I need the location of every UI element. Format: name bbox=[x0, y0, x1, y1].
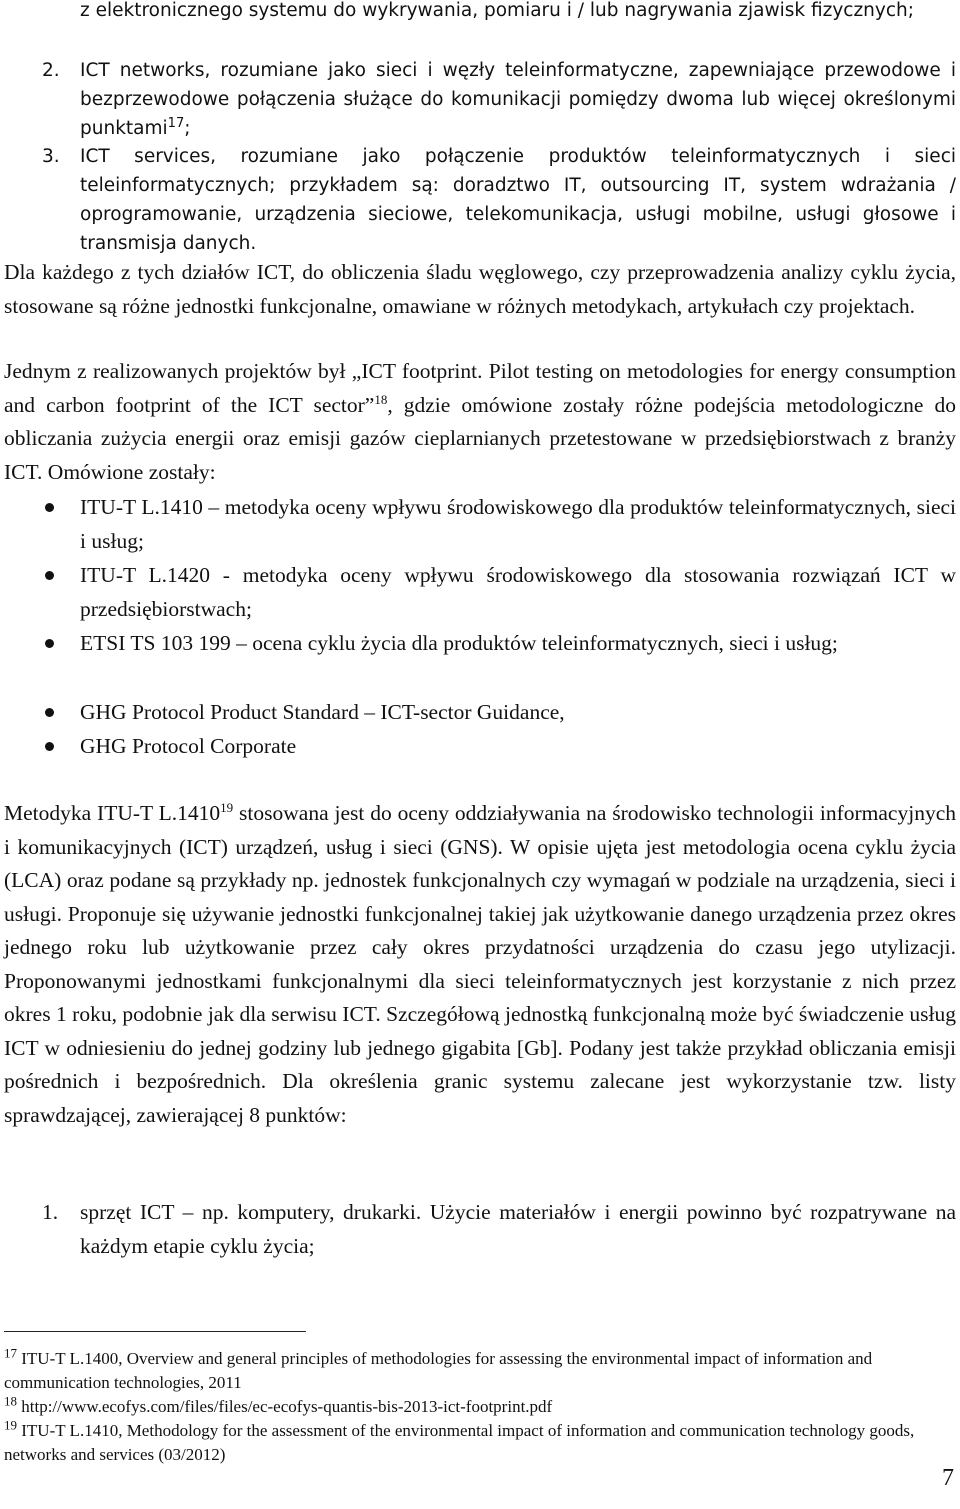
list-number-3: 3. bbox=[42, 146, 60, 167]
list-number-bottom-1: 1. bbox=[42, 1200, 59, 1224]
footnote-ref-18[interactable]: 18 bbox=[374, 391, 388, 407]
bullet-item: ITU-T L.1410 – metodyka oceny wpływu środowiskowego dla produktów teleinformatycznych, sieci i usług; bbox=[80, 495, 956, 553]
bullet-item: ITU-T L.1420 - metodyka oceny wpływu środowiskowego dla stosowania rozwiązań ICT w przedsiębiorstwach; bbox=[80, 563, 956, 621]
footnote-ref-17[interactable]: 17 bbox=[167, 115, 185, 131]
paragraph-jednym: Jednym z realizowanych projektów był „ICT footprint. Pilot testing on metodologies for energy consumption and carbon footprint of the ICT sector”$^{18}$, gdzie omówione zostały różne podejścia metodologiczne do obliczania zużycia energii oraz emisji gazów cieplarnianych przetestowane w przedsiębiorstwach z branży ICT. Omówione zostały: bbox=[4, 359, 956, 484]
paragraph-dla-kazdego: Dla każdego z tych działów ICT, do obliczenia śladu węglowego, czy przeprowadzenia analizy cyklu życia, stosowane są różne jednostki funkcjonalne, omawiane w różnych metodykach, artykułach czy projektach. bbox=[4, 260, 956, 318]
footnote-ref-19[interactable]: 19 bbox=[220, 799, 234, 815]
list-item-2: ICT networks, rozumiane jako sieci i węzły teleinformatyczne, zapewniające przewodowe i bezprzewodowe połączenia służące do komunikacji pomiędzy dwoma lub więcej określonymi punktami$^{17}$; bbox=[80, 60, 956, 139]
list-item-bottom-1: sprzęt ICT – np. komputery, drukarki. Użycie materiałów i energii powinno być rozpatrywane na każdym etapie cyklu życia; bbox=[80, 1200, 956, 1258]
list-item-3: ICT services, rozumiane jako połączenie produktów teleinformatycznych i sieci teleinformatycznych; przykładem są: doradztwo IT, outsourcing IT, system wdrażania / oprogramowanie, urządzenia sieciowe, telekomunikacja, usługi mobilne, usługi głosowe i transmisja danych. bbox=[80, 146, 956, 254]
bullet-item: GHG Protocol Corporate bbox=[80, 734, 297, 758]
bullet-item: ETSI TS 103 199 – ocena cyklu życia dla produktów teleinformatycznych, sieci i usług; bbox=[80, 631, 838, 655]
bullet-icon bbox=[45, 639, 54, 648]
bullet-icon bbox=[45, 742, 54, 751]
footnote-separator bbox=[4, 1331, 306, 1332]
footnote-17: $^{17}$ ITU-T L.1400, Overview and general principles of methodologies for assessing the environmental impact of information and communication technologies, 2011 bbox=[4, 1345, 873, 1392]
footnote-18: $^{18}$ http://www.ecofys.com/files/files/ec-ecofys-quantis-bis-2013-ict-footprint.pdf bbox=[4, 1393, 553, 1416]
bullet-icon bbox=[45, 571, 54, 580]
bullet-icon bbox=[45, 708, 54, 717]
page-number: 7 bbox=[942, 1465, 954, 1491]
footnote-19: $^{19}$ ITU-T L.1410, Methodology for the assessment of the environmental impact of information and communication technology goods, networks and services (03/2012) bbox=[4, 1417, 915, 1464]
bullet-icon bbox=[45, 503, 54, 512]
list-item-1-tail: z elektronicznego systemu do wykrywania, pomiaru i / lub nagrywania zjawisk fizycznych; bbox=[80, 0, 914, 21]
list-number-2: 2. bbox=[42, 60, 60, 81]
bullet-item: GHG Protocol Product Standard – ICT-sector Guidance, bbox=[80, 700, 565, 724]
footnote-link[interactable]: http://www.ecofys.com/files/files/ec-ecofys-quantis-bis-2013-ict-footprint.pdf bbox=[21, 1397, 553, 1416]
paragraph-metodyka: Metodyka ITU-T L.1410$^{19}$ stosowana jest do oceny oddziaływania na środowisko technologii informacyjnych i komunikacyjnych (ICT) urządzeń, usług i sieci (GNS). W opisie ujęta jest metodologia ocena cyklu życia (LCA) oraz podane są przykłady np. jednostek funkcjonalnych czy wymagań w podziale na urządzenia, sieci i usługi. Proponuje się używanie jednostki funkcjonalnej takiej jak użytkowanie danego urządzenia przez okres jednego roku lub użytkowanie przez cały okres przydatności urządzenia do czasu jego utylizacji. Proponowanymi jednostkami funkcjonalnymi dla sieci teleinformatycznych jest korzystanie z nich przez okres 1 roku, podobnie jak dla serwisu ICT. Szczegółową jednostką funkcjonalną może być świadczenie usług ICT w odniesieniu do jednej godziny lub jednego gigabita [Gb]. Podany jest także przykład obliczania emisji pośrednich i bezpośrednich. Dla określenia granic systemu zalecane jest wykorzystanie tzw. listy sprawdzającej, zawierającej 8 punktów: bbox=[4, 799, 956, 1127]
